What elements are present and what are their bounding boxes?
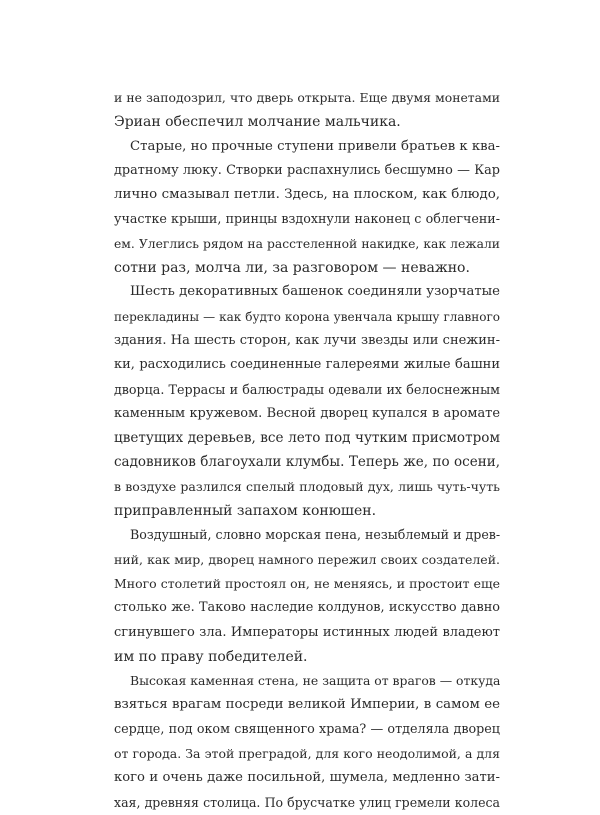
text-line: участке крыши, принцы вздохнули наконец с облегчени- [114, 211, 500, 227]
text-line: ки, расходились соединенные галереями жилые башни [114, 357, 500, 373]
text-line: каменным кружевом. Весной дворец купался в аромате [114, 405, 500, 421]
text-line: дворца. Террасы и балюстрады одевали их белоснежным [114, 381, 500, 397]
text-line: дратному люку. Створки распахнулись бесшумно — Кар [114, 162, 500, 178]
body-text [114, 86, 500, 815]
text-line: взяться врагам посреди великой Империи, в самом ее [114, 697, 500, 713]
text-line: Высокая каменная стена, не защита от врагов — откуда [130, 673, 500, 689]
text-line: приправленный запахом конюшен. [114, 503, 377, 520]
text-line: и не заподозрил, что дверь открыта. Еще двумя монетами [114, 90, 500, 105]
text-line: сгинувшего зла. Императоры истинных людей владеют [114, 624, 500, 640]
text-line: лично смазывал петли. Здесь, на плоском, как блюдо, [114, 187, 500, 203]
text-line: здания. На шесть сторон, как лучи звезды или снежин- [114, 332, 500, 348]
text-line: в воздухе разлился спелый плодовый дух, лишь чуть-чуть [114, 478, 500, 494]
text-line: ем. Улеглись рядом на расстеленной накидке, как лежали [114, 236, 500, 251]
text-line: сотни раз, молча ли, за разговором — неважно. [114, 260, 470, 277]
text-line: цветущих деревьев, все лето под чутким присмотром [114, 430, 500, 447]
text-line: Старые, но прочные ступени привели братьев к ква- [130, 138, 500, 154]
text-line: Много столетий простоял он, не меняясь, и простоит еще [114, 575, 500, 591]
text-line: садовников благоухали клумбы. Теперь же, по осени, [114, 454, 500, 471]
text-line: хая, древняя столица. По брусчатке улиц гремели колеса [114, 794, 500, 810]
text-line: Эриан обеспечил молчание мальчика. [114, 114, 401, 131]
text-line: им по праву победителей. [114, 648, 308, 665]
text-line: кого и очень даже посильной, шумела, медленно зати- [114, 770, 500, 786]
text-line: сердце, под оком священного храма? — отделяла дворец [114, 721, 500, 737]
text-line: Воздушный, словно морская пена, незыблемый и древ- [130, 527, 500, 543]
text-line: перекладины — как будто корона увенчала крышу главного [114, 309, 500, 324]
text-line: ний, как мир, дворец намного пережил своих создателей. [114, 551, 500, 567]
text-line: от города. За этой преградой, для кого неодолимой, а для [114, 746, 500, 762]
text-line: Шесть декоративных башенок соединяли узорчатые [130, 284, 500, 300]
text-line: столько же. Таково наследие колдунов, искусство давно [114, 600, 500, 616]
